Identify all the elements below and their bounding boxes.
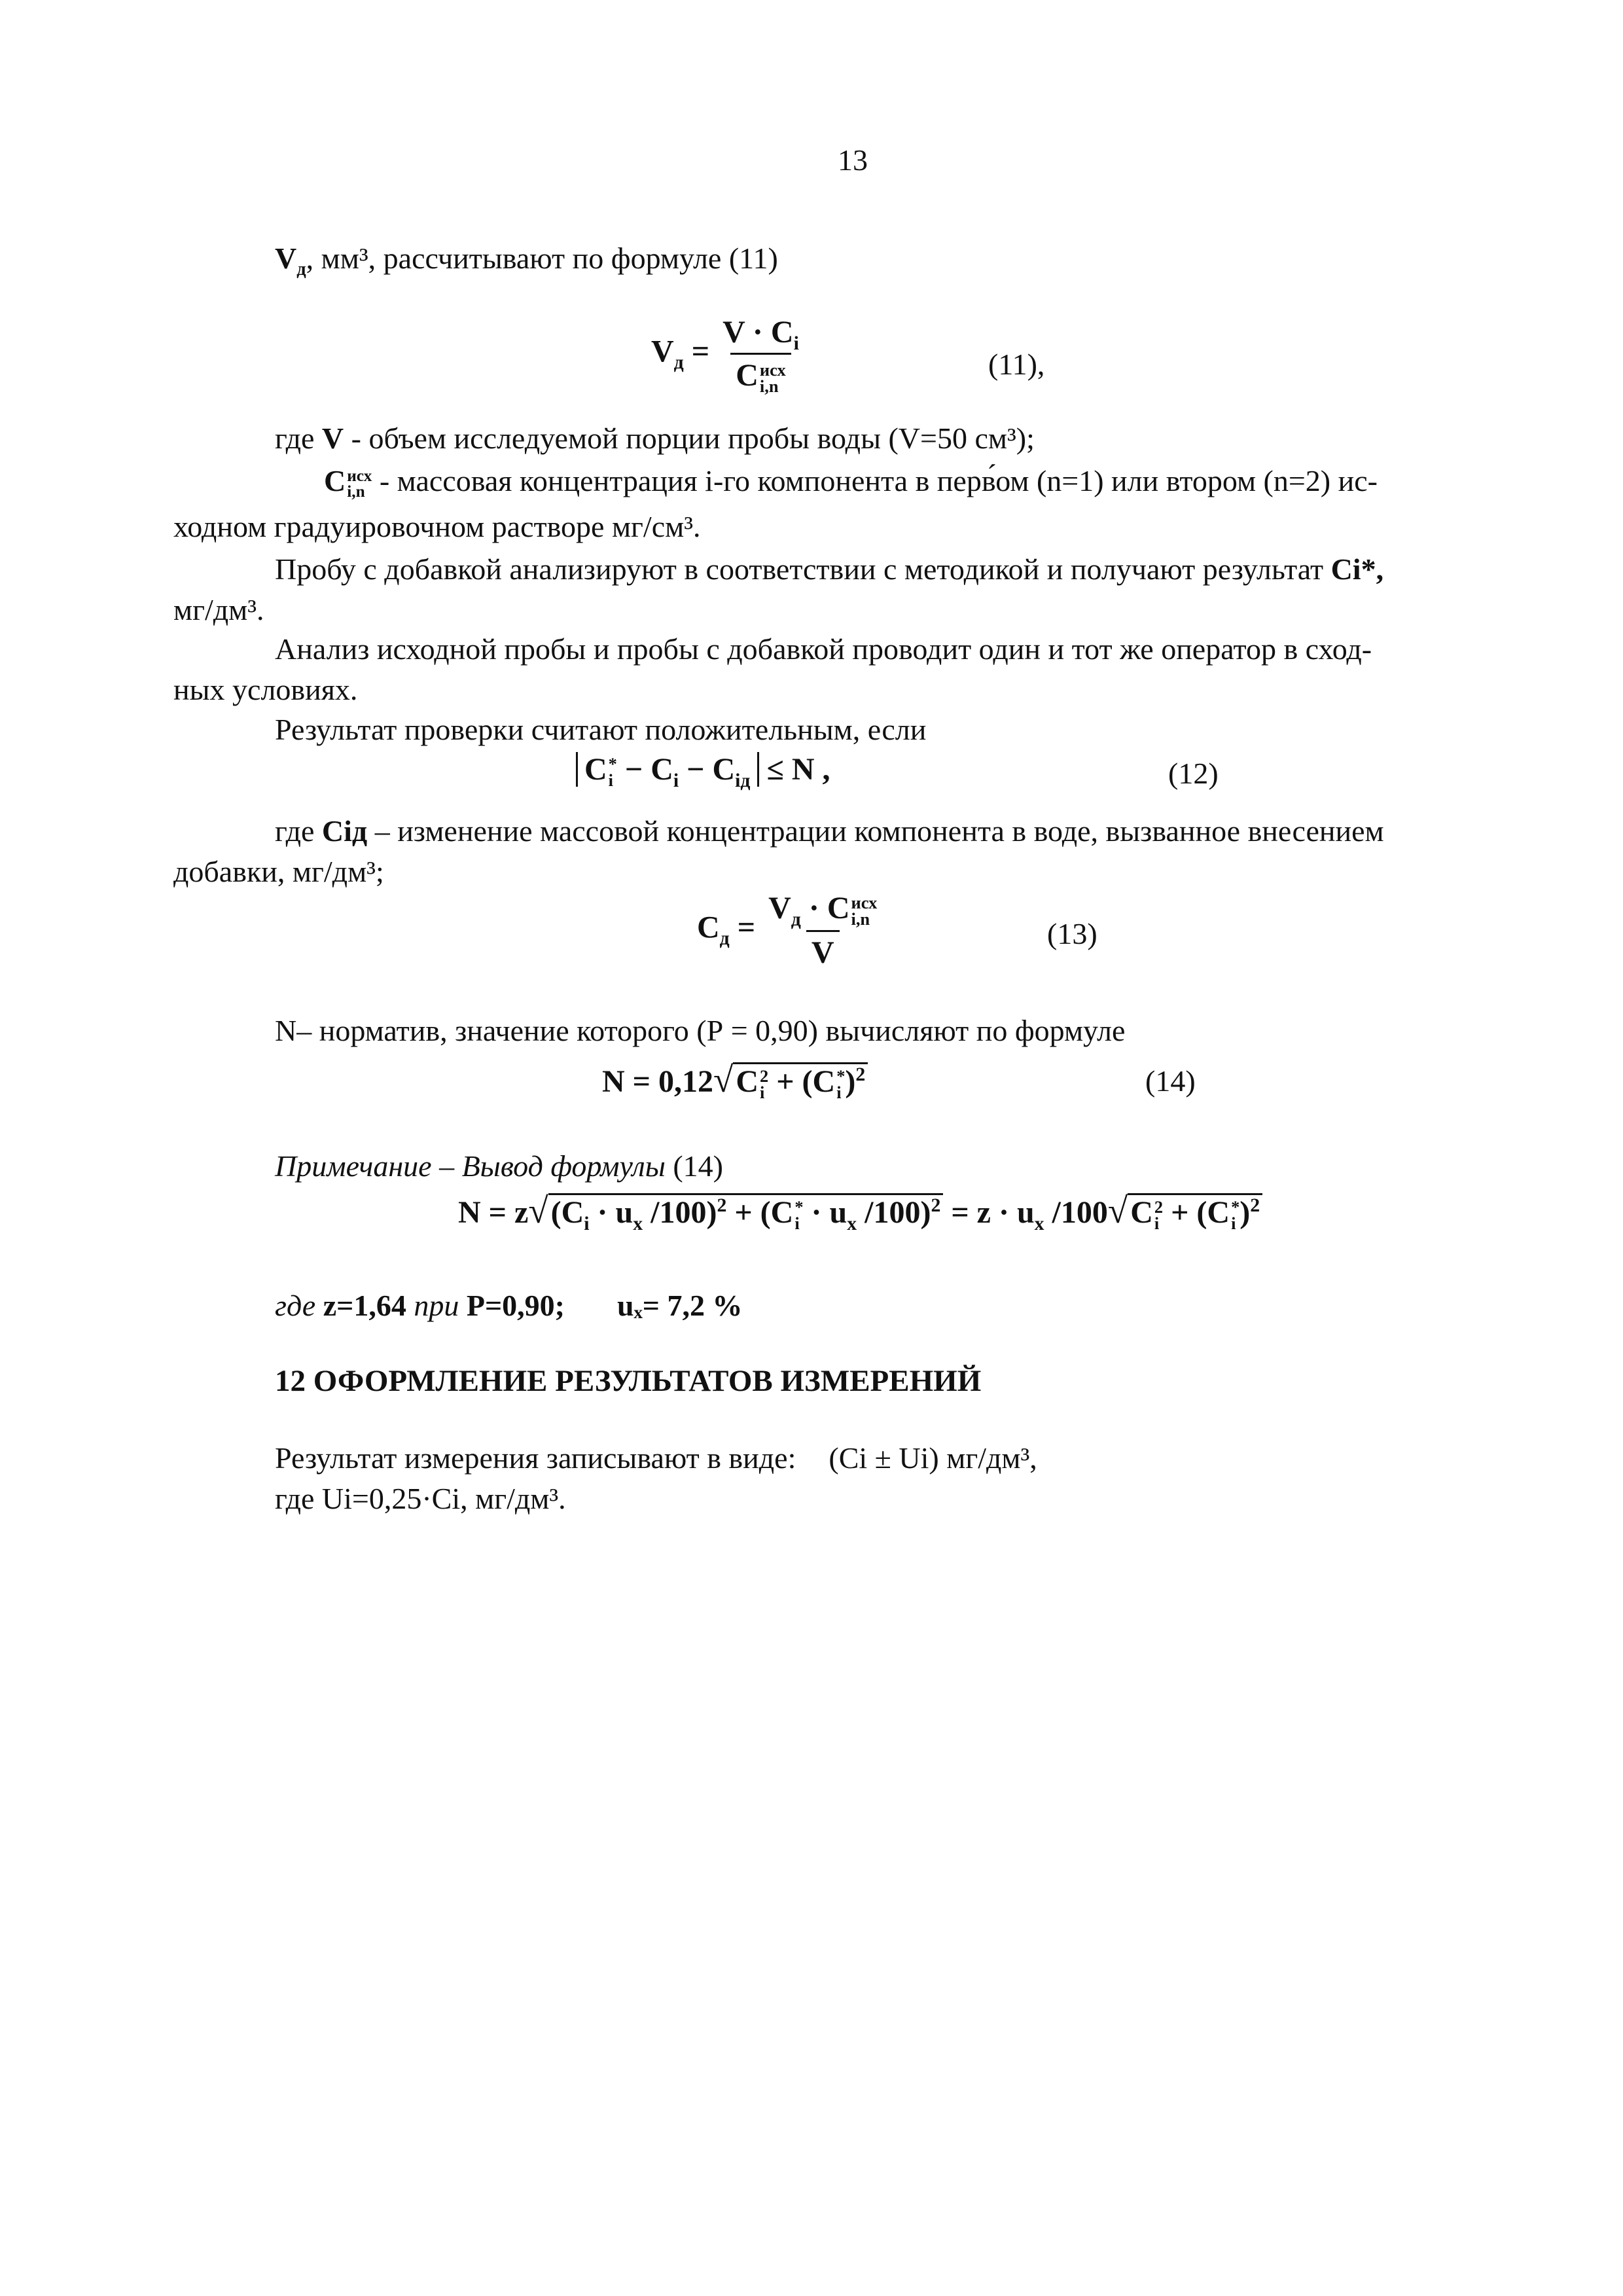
section-12-heading: 12 ОФОРМЛЕНИЕ РЕЗУЛЬТАТОВ ИЗМЕРЕНИЙ (275, 1364, 982, 1398)
formula-14: N = 0,12√C 2 i + (C * i )$^2$ (602, 1059, 868, 1101)
result-uncertainty-line: где Ui=0,25·Ci, мг/дм³. (275, 1482, 566, 1515)
definition-cid-line1: где Ciд – изменение массовой концентрации компонента в воде, вызванное внесением (275, 814, 1384, 848)
page-number: 13 (838, 143, 868, 177)
definition-c-line2: ходном градуировочном растворе мг/см³. (173, 510, 701, 543)
note-line: Примечание – Вывод формулы (14) (275, 1149, 723, 1183)
formula-note-derivation: $N = z√(C_i \cdot u_x$ /100)$^2$ + (C * i · $u_x$ $/100)^2 = z \cdot u_x$ /100√C 2 i + (C * i )$^2$ (458, 1190, 1262, 1232)
paragraph-probe-line2: мг/дм³. (173, 593, 264, 626)
equation-number-14: (14) (1145, 1064, 1196, 1098)
result-format-line: Результат измерения записывают в виде: (Ci ± Ui) мг/дм³, (275, 1441, 1037, 1475)
note-parameters: где z=1,64 при Р=0,90; uₓ= 7,2 % (275, 1289, 743, 1322)
definition-c-line1: C исх i,n - массовая концентрация i-го компонента в перв́ом (n=1) или втором (n=2) ис- (324, 464, 1378, 501)
definition-cid-line2: добавки, мг/дм³; (173, 855, 384, 888)
definition-v: где V - объем исследуемой порции пробы воды (V=50 см³); (275, 422, 1035, 455)
equation-number-13: (13) (1047, 917, 1097, 950)
formula-12: C * i − $C_i - C_{iд} \le N$ , (576, 751, 830, 789)
equation-number-12: (12) (1168, 757, 1219, 790)
paragraph-analysis-line1: Анализ исходной пробы и пробы с добавкой проводит один и тот же оператор в сход- (275, 632, 1372, 666)
paragraph-probe-line1: Пробу с добавкой анализируют в соответствии с методикой и получают результат Ci*, (275, 552, 1384, 586)
intro-line: $V_д$, мм³, рассчитывают по формуле (11) (275, 242, 778, 280)
equation-number-11: (11), (988, 348, 1045, 381)
paragraph-result-check: Результат проверки считают положительным, если (275, 713, 927, 746)
paragraph-analysis-line2: ных условиях. (173, 673, 358, 706)
formula-13: $C_д$ = $V_д \cdot C$ исх i,n V (697, 891, 878, 971)
norm-line: N– норматив, значение которого (Р = 0,90) вычисляют по формуле (275, 1014, 1126, 1047)
formula-11: $V_д$ = $V \cdot C_i$ C исх i,n (651, 315, 799, 396)
